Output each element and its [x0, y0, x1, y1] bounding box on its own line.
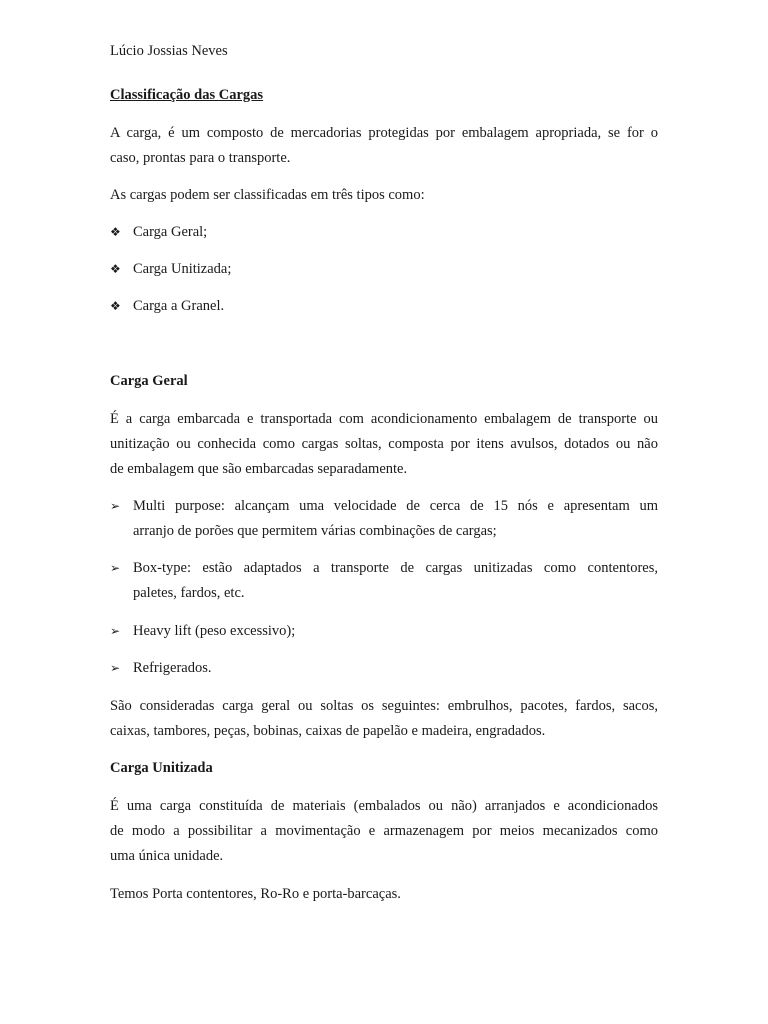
document-page: [110, 0, 658, 1024]
ship-type-text: Heavy lift (peso excessivo);: [133, 623, 296, 639]
carga-geral-para-line: de embalagem que são embarcadas separadamente.: [110, 461, 408, 477]
carga-geral-heading: Carga Geral: [110, 373, 188, 389]
carga-geral-para-line: unitização ou conhecida como cargas soltas, composta por itens avulsos, dotados ou não: [110, 436, 658, 452]
arrowhead-bullet-icon: ➢: [110, 661, 121, 675]
intro-line-1: A carga, é um composto de mercadorias protegidas por embalagem apropriada, se for o: [110, 125, 658, 141]
carga-unitizada-heading: Carga Unitizada: [110, 760, 213, 776]
arrowhead-bullet-icon: ➢: [110, 624, 121, 638]
diamond-bullet-icon: ❖: [110, 299, 121, 313]
carga-unitizada-closing: Temos Porta contentores, Ro-Ro e porta-barcaças.: [110, 886, 401, 902]
intro-line-2: caso, prontas para o transporte.: [110, 150, 291, 166]
type-label: Carga a Granel.: [133, 298, 225, 314]
carga-geral-closing-line: caixas, tambores, peças, bobinas, caixas de papelão e madeira, engradados.: [110, 723, 546, 739]
ship-type-text: Multi purpose: alcançam uma velocidade de cerca de 15 nós e apresentam um: [133, 498, 658, 514]
diamond-bullet-icon: ❖: [110, 225, 121, 239]
main-heading: Classificação das Cargas: [110, 87, 264, 103]
carga-unitizada-para-line: É uma carga constituída de materiais (embalados ou não) arranjados e acondicionados: [110, 798, 658, 814]
arrowhead-bullet-icon: ➢: [110, 561, 121, 575]
carga-geral-closing-line: São consideradas carga geral ou soltas os seguintes: embrulhos, pacotes, fardos, sacos,: [110, 698, 658, 714]
type-label: Carga Geral;: [133, 224, 208, 240]
arrowhead-bullet-icon: ➢: [110, 499, 121, 513]
carga-geral-para-line: É a carga embarcada e transportada com acondicionamento embalagem de transporte ou: [110, 411, 658, 427]
ship-type-text-continued: paletes, fardos, etc.: [133, 585, 245, 601]
carga-unitizada-para-line: uma única unidade.: [110, 848, 224, 864]
ship-type-text-continued: arranjo de porões que permitem várias combinações de cargas;: [133, 523, 497, 539]
diamond-bullet-icon: ❖: [110, 262, 121, 276]
types-intro: As cargas podem ser classificadas em três tipos como:: [110, 187, 425, 203]
ship-type-text: Box-type: estão adaptados a transporte de cargas unitizadas como contentores,: [133, 560, 658, 576]
type-label: Carga Unitizada;: [133, 261, 232, 277]
ship-type-text: Refrigerados.: [133, 660, 212, 676]
carga-unitizada-para-line: de modo a possibilitar a movimentação e armazenagem por meios mecanizados como: [110, 823, 658, 839]
author-name: Lúcio Jossias Neves: [110, 43, 228, 59]
